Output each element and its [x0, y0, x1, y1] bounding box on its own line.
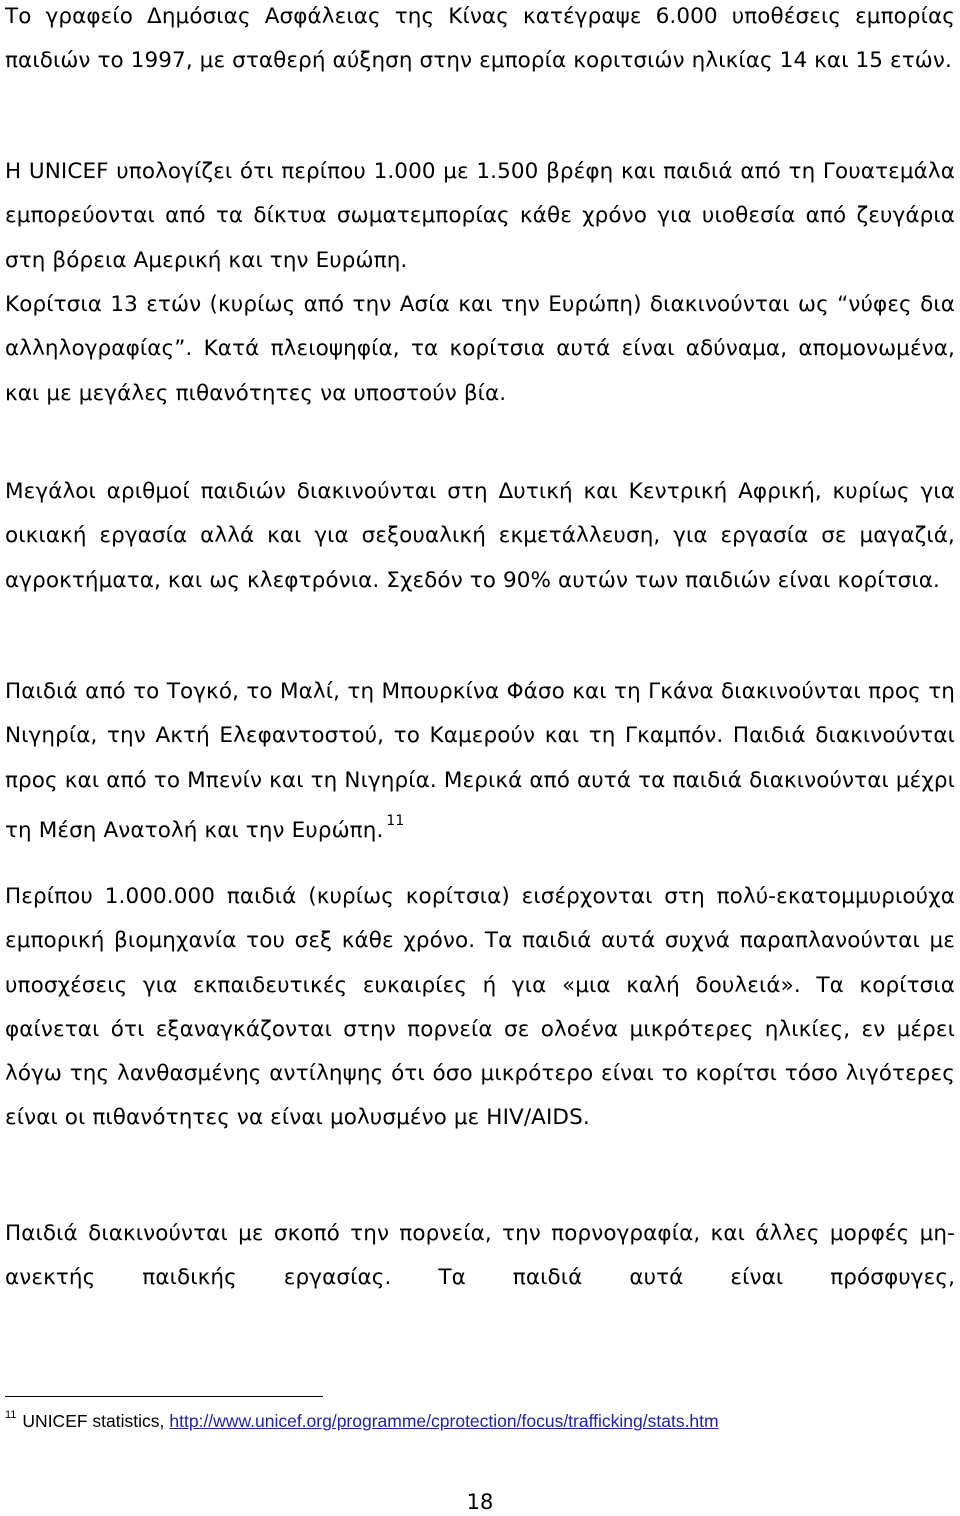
footnote-reference[interactable]: 11 — [386, 812, 405, 829]
footnote-text: UNICEF statistics, — [22, 1410, 165, 1431]
paragraph-child-labour: Παιδιά διακινούνται με σκοπό την πορνεία, την πορνογραφία, και άλλες μορφές μη-ανεκτής παιδικής εργασίας. Τα παιδιά αυτά είναι πρόσφυγες, — [5, 1221, 955, 1291]
paragraph-mail-order-brides: Κορίτσια 13 ετών (κυρίως από την Ασία και την Ευρώπη) διακινούνται ως “νύφες δια αλληλογραφίας”. Κατά πλειοψηφία, τα κορίτσια αυτά είναι αδύναμα, απομονωμένα, και με μεγάλες πιθανότητες να υποστούν βία. — [5, 292, 955, 406]
footnote-number: 11 — [5, 1409, 17, 1421]
paragraph-sex-industry: Περίπου 1.000.000 παιδιά (κυρίως κορίτσια) εισέρχονται στη πολύ-εκατομμυριούχα εμπορική βιομηχανία του σεξ κάθε χρόνο. Τα παιδιά αυτά συχνά παραπλανούνται με υποσχέσεις για εκπαιδευτικές ευκαιρίες ή για «μια καλή δουλειά». Τα κορίτσια φαίνεται ότι εξαναγκάζονται στην πορνεία σε ολοένα μικρότερες ηλικίες, εν μέρει λόγω της λανθασμένης αντίληψης ότι όσο μικρότερο είναι το κορίτσι τόσο λιγότερες είναι οι πιθανότητες να είναι μολυσμένο με HIV/AIDS. — [5, 884, 955, 1131]
paragraph-unicef-guatemala: Η UNICEF υπολογίζει ότι περίπου 1.000 με 1.500 βρέφη και παιδιά από τη Γουατεμάλα εμπορεύονται από τα δίκτυα σωματεμπορίας κάθε χρόνο για υιοθεσία από ζευγάρια στη βόρεια Αμερική και την Ευρώπη. — [5, 159, 955, 273]
footnote-separator — [5, 1396, 323, 1397]
page-number: 18 — [466, 1490, 494, 1514]
paragraph-west-central-africa: Μεγάλοι αριθμοί παιδιών διακινούνται στη Δυτική και Κεντρική Αφρική, κυρίως για οικιακή εργασία αλλά και για σεξουαλική εκμετάλλευση, για εργασία σε μαγαζιά, αγροκτήματα, και ως κλεφτρόνια. Σχεδόν το 90% αυτών των παιδιών είναι κορίτσια. — [5, 479, 955, 593]
footnote-link[interactable]: http://www.unicef.org/programme/cprotection/focus/trafficking/stats.htm — [169, 1410, 719, 1431]
paragraph-togo-mali-text: Παιδιά από το Τογκό, το Μαλί, τη Μπουρκίνα Φάσο και τη Γκάνα διακινούνται προς τη Νιγηρία, την Ακτή Ελεφαντοστού, το Καμερούν και τη Γκαμπόν. Παιδιά διακινούνται προς και από το Μπενίν και τη Νιγηρία. Μερικά από αυτά τα παιδιά διακινούνται μέχρι τη Μέση Ανατολή και την Ευρώπη. — [5, 679, 955, 844]
paragraph-china-trafficking: Το γραφείο Δημόσιας Ασφάλειας της Κίνας κατέγραψε 6.000 υποθέσεις εμπορίας παιδιών το 1997, με σταθερή αύξηση στην εμπορία κοριτσιών ηλικίας 14 και 15 ετών. — [5, 4, 955, 74]
footnote — [5, 1403, 955, 1435]
paragraph-togo-mali — [5, 670, 955, 853]
